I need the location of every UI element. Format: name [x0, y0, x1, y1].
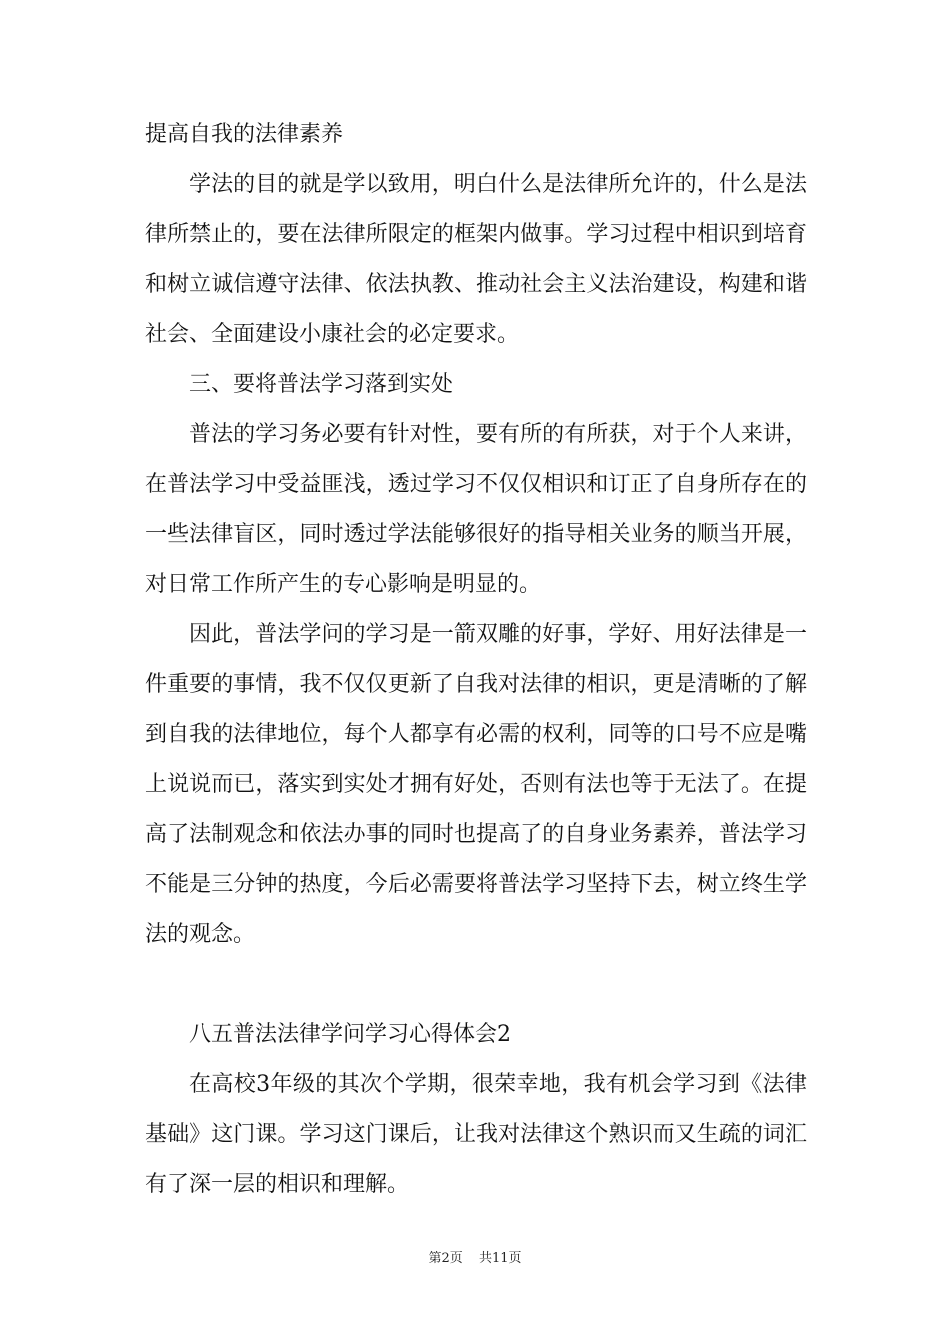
text-line: 对日常工作所产生的专心影响是明显的。 — [145, 572, 542, 597]
text-line: 八五普法法律学问学习心得体会2 — [189, 1022, 511, 1047]
text-line: 法的观念。 — [145, 922, 256, 947]
text-line: 三、要将普法学习落到实处 — [189, 372, 454, 397]
text-line: 一些法律盲区，同时透过学法能够很好的指导相关业务的顺当开展， — [145, 522, 807, 547]
text-line: 普法的学习务必要有针对性，要有所的有所获，对于个人来讲， — [189, 422, 807, 447]
text-line: 学法的目的就是学以致用，明白什么是法律所允许的，什么是法 — [189, 172, 807, 197]
page-footer — [0, 1247, 950, 1266]
page-number: 第2页 — [428, 1251, 463, 1266]
text-line: 和树立诚信遵守法律、依法执教、推动社会主义法治建设，构建和谐 — [145, 272, 807, 297]
text-line: 在高校3年级的其次个学期，很荣幸地，我有机会学习到《法律 — [189, 1072, 807, 1097]
text-line: 基础》这门课。学习这门课后，让我对法律这个熟识而又生疏的词汇 — [145, 1122, 807, 1147]
text-line: 因此，普法学问的学习是一箭双雕的好事，学好、用好法律是一 — [189, 622, 807, 647]
section-gap — [145, 960, 807, 1010]
text-line: 上说说而已，落实到实处才拥有好处，否则有法也等于无法了。在提 — [145, 772, 807, 797]
text-line: 件重要的事情，我不仅仅更新了自我对法律的相识，更是清晰的了解 — [145, 672, 807, 697]
text-line: 有了深一层的相识和理解。 — [145, 1172, 410, 1197]
text-line: 律所禁止的，要在法律所限定的框架内做事。学习过程中相识到培育 — [145, 222, 807, 247]
text-line: 不能是三分钟的热度，今后必需要将普法学习坚持下去，树立终生学 — [145, 872, 807, 897]
text-line: 社会、全面建设小康社会的必定要求。 — [145, 322, 520, 347]
text-line: 提高自我的法律素养 — [145, 122, 344, 147]
page-total: 共11页 — [478, 1251, 522, 1266]
document-body — [145, 110, 807, 1210]
text-line: 高了法制观念和依法办事的同时也提高了的自身业务素养，普法学习 — [145, 822, 807, 847]
text-line: 到自我的法律地位，每个人都享有必需的权利，同等的口号不应是嘴 — [145, 722, 807, 747]
text-line: 在普法学习中受益匪浅，透过学习不仅仅相识和订正了自身所存在的 — [145, 472, 807, 497]
